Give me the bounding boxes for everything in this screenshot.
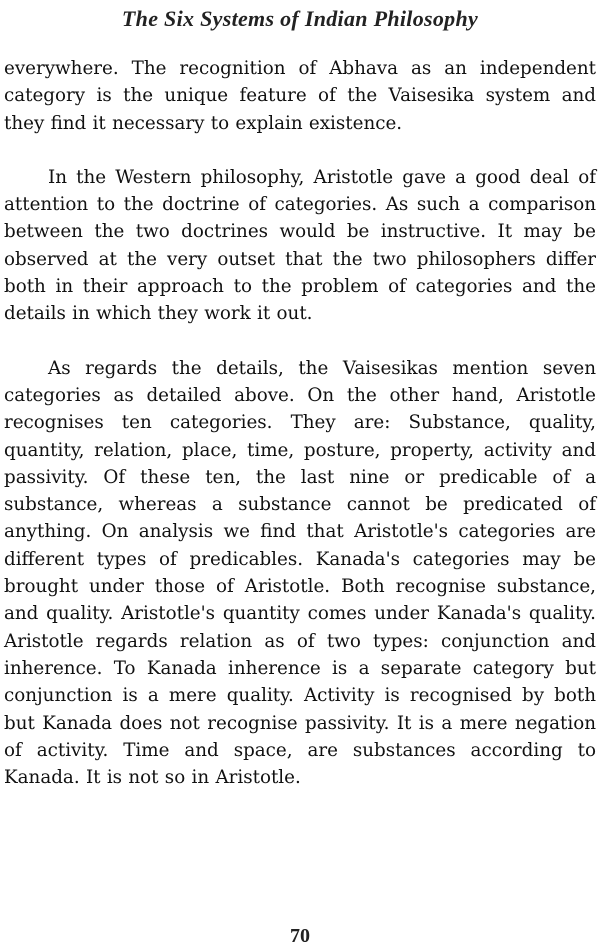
paragraph-western-philosophy: In the Western philosophy, Aristotle gave a good deal of attention to the doctrine of categories. As such a comparison between the two doctrines would be instructive. It may be observed at the very outset that the two philosophers differ both in their approach to the problem of categories and the details in which they work it out.	[4, 166, 596, 325]
running-header: The Six Systems of Indian Philosophy	[121, 6, 479, 31]
paragraph-abhava: everywhere. The recognition of Abhava as an independent category is the unique feature of the Vaisesika system and they find it necessary to explain existence.	[4, 58, 596, 134]
page-number: 70	[290, 925, 310, 947]
page-body	[4, 55, 596, 791]
paragraph-categories-comparison: As regards the details, the Vaisesikas mention seven categories as detailed above. On the other hand, Aristotle recognises ten categories. They are: Substance, quality, quantity, relation, place, time, posture, property, activity and passivity. Of these ten, the last nine or predicable of a substance, whereas a substance cannot be predicated of anything. On analysis we find that Aristotle's categories are different types of predicables. Kanada's categories may be brought under those of Aristotle. Both recognise substance, and quality. Aristotle's quantity comes under Kanada's quality. Aristotle regards relation as of two types: conjunction and inherence. To Kanada inherence is a separate category but conjunction is a mere quality. Activity is recognised by both but Kanada does not recognise passivity. It is a mere negation of activity. Time and space, are substances according to Kanada. It is not so in Aristotle.	[4, 357, 596, 789]
